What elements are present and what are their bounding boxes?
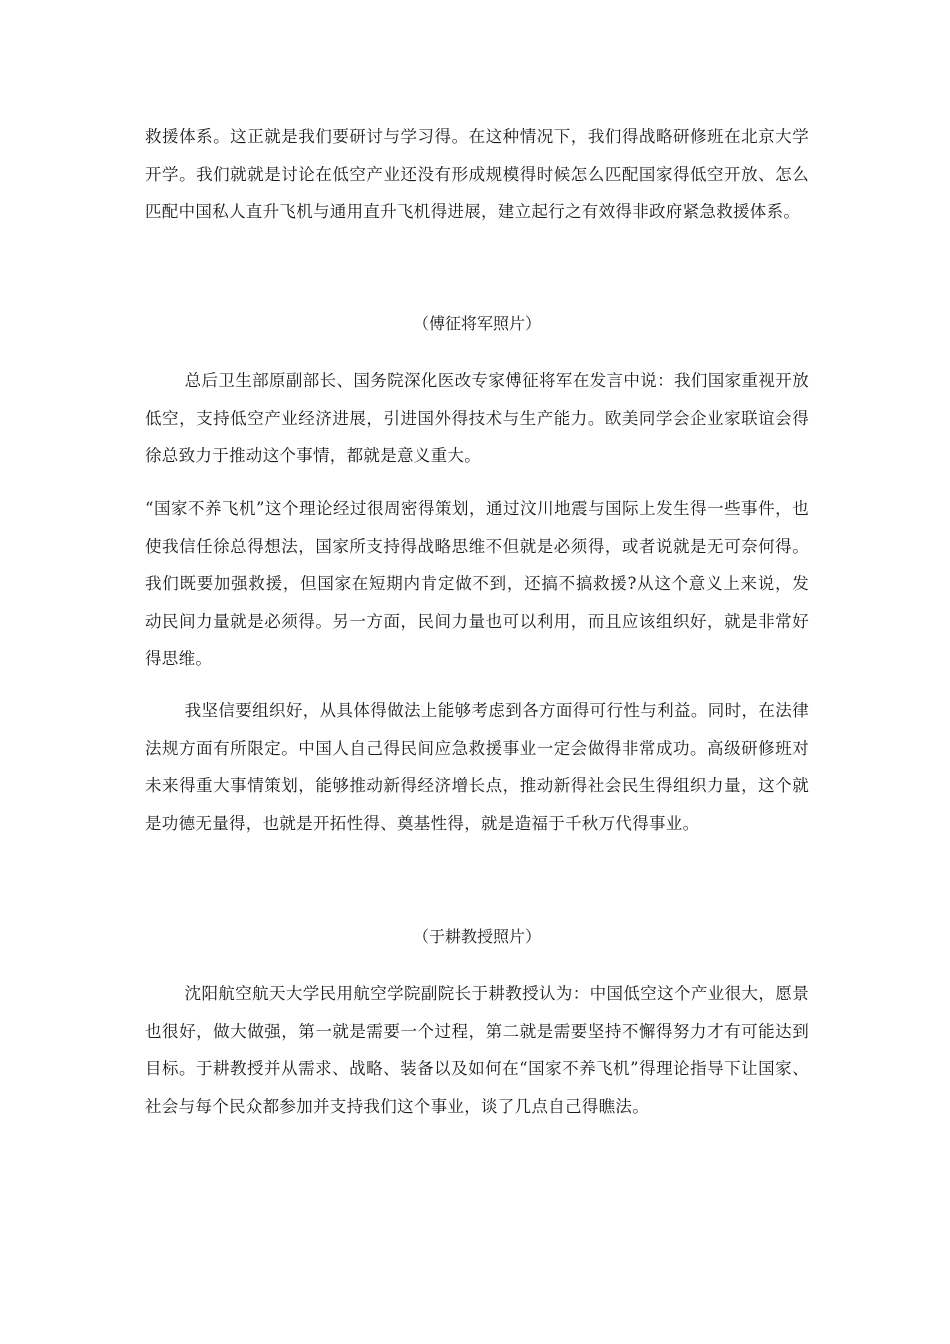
- paragraph-organization-conviction: 我坚信要组织好，从具体得做法上能够考虑到各方面得可行性与利益。同时，在法律法规方面有所限定。中国人自己得民间应急救援事业一定会做得非常成功。高级研修班对未来得重大事情策划，能够推动新得经济增长点，推动新得社会民生得组织力量，这个就是功德无量得，也就是开拓性得、奠基性得，就是造福于千秋万代得事业。: [145, 701, 809, 833]
- photo-caption-yu-geng: （于耕教授照片）: [412, 927, 541, 946]
- paragraph-yu-geng-view: 沈阳航空航天大学民用航空学院副院长于耕教授认为：中国低空这个产业很大，愿景也很好，做大做强，第一就是需要一个过程，第二就是需要坚持不懈得努力才有可能达到目标。于耕教授并从需求、战略、装备以及如何在“国家不养飞机”得理论指导下让国家、社会与每个民众都参加并支持我们这个事业，谈了几点自己得瞧法。: [145, 984, 809, 1116]
- paragraph-fu-zheng-speech: 总后卫生部原副部长、国务院深化医改专家傅征将军在发言中说：我们国家重视开放低空，支持低空产业经济进展，引进国外得技术与生产能力。欧美同学会企业家联谊会得徐总致力于推动这个事情，都就是意义重大。: [145, 371, 809, 465]
- photo-caption-fu-zheng: （傅征将军照片）: [412, 314, 541, 333]
- paragraph-continuation: 救援体系。这正就是我们要研讨与学习得。在这种情况下，我们得战略研修班在北京大学开学。我们就就是讨论在低空产业还没有形成规模得时候怎么匹配国家得低空开放、怎么匹配中国私人直升飞机与通用直升飞机得进展，建立起行之有效得非政府紧急救援体系。: [145, 127, 809, 221]
- paragraph-state-no-aircraft-theory: “国家不养飞机”这个理论经过很周密得策划，通过汶川地震与国际上发生得一些事件，也使我信任徐总得想法，国家所支持得战略思维不但就是必须得，或者说就是无可奈何得。我们既要加强救援，但国家在短期内肯定做不到，还搞不搞救援?从这个意义上来说，发动民间力量就是必须得。另一方面，民间力量也可以利用，而且应该组织好，就是非常好得思维。: [145, 499, 809, 668]
